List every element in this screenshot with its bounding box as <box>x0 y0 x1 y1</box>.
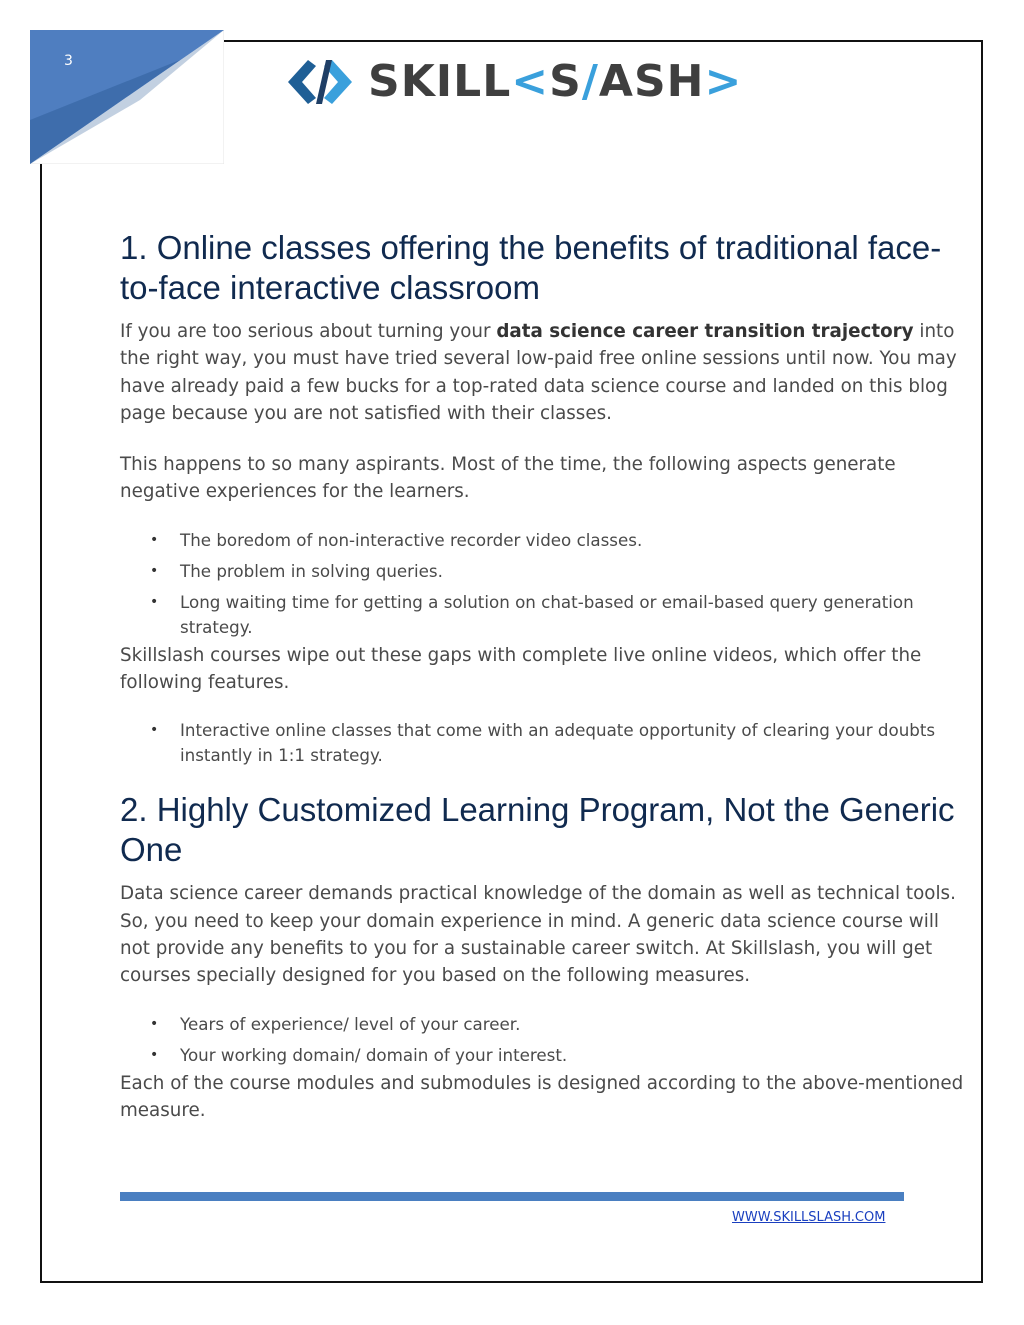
list-item: • The boredom of non-interactive recorder video classes. <box>150 529 643 550</box>
skillslash-logo <box>286 56 742 108</box>
section-1-paragraph-2: This happens to so many aspirants. Most of the time, the following aspects generate negative experiences for the learners. <box>120 454 896 503</box>
list-item: • The problem in solving queries. <box>150 560 443 581</box>
footer-divider-bar <box>120 1192 904 1201</box>
bold-keyphrase: data science career transition trajectory <box>496 321 914 342</box>
list-item: • Interactive online classes that come with an adequate opportunity of clearing your doubts instantly in 1:1 strategy. <box>150 720 936 766</box>
section-1-paragraph-1: If you are too serious about turning your data science career transition trajectory into the right way, you must have tried several low-paid free online sessions until now. You may have already paid a few bucks for a top-rated data science course and landed on this blog page because you are not satisfied with their classes. <box>120 321 957 424</box>
list-item: • Long waiting time for getting a solution on chat-based or email-based query generation strategy. <box>150 591 914 637</box>
section-1-bullet-list-2 <box>120 718 970 768</box>
logo-wordmark: SKILL<S/ASH> <box>368 56 743 107</box>
list-item: • Your working domain/ domain of your interest. <box>150 1044 568 1065</box>
section-2-bullet-list <box>120 1012 970 1068</box>
section-2-heading: 2. Highly Customized Learning Program, Not the Generic One <box>120 791 955 869</box>
section-2-paragraph-2: Each of the course modules and submodules is designed according to the above-mentioned measure. <box>120 1072 964 1121</box>
corner-triangle-decoration <box>30 30 224 164</box>
page-number: 3 <box>64 53 73 69</box>
article-content <box>120 228 970 1124</box>
list-item: • Years of experience/ level of your career. <box>150 1013 521 1034</box>
section-2-paragraph-1: Data science career demands practical knowledge of the domain as well as technical tools. So, you need to keep your domain experience in mind. A generic data science course will not provide any benefits to you for a sustainable career switch. At Skillslash, you will get courses specially designed for you based on the following measures. <box>120 883 956 987</box>
section-1-paragraph-3: Skillslash courses wipe out these gaps with complete live online videos, which offer the following features. <box>120 644 922 694</box>
website-link[interactable]: WWW.SKILLSLASH.COM <box>732 1210 886 1225</box>
section-1-bullet-list-1 <box>120 528 970 640</box>
skillslash-logo-icon <box>286 56 354 108</box>
section-1-heading: 1. Online classes offering the benefits of traditional face-to-face interactive classroom <box>120 229 942 306</box>
